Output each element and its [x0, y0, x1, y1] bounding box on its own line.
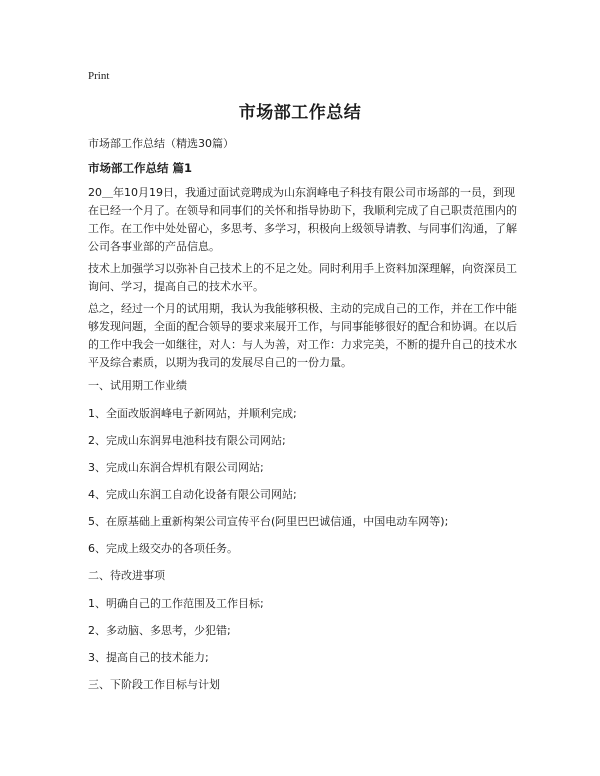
list-item: 2、多动脑、多思考，少犯错;	[88, 624, 231, 637]
paragraph-2: 技术上加强学习以弥补自己技术上的不足之处。同时利用手上资料加深理解，向资深员工询问、学习，提高自己的技术水平。	[88, 262, 517, 293]
list-item: 5、在原基础上重新构架公司宣传平台(阿里巴巴诚信通，中国电动车网等);	[88, 515, 449, 528]
heading-work-results: 一、试用期工作业绩	[88, 379, 187, 392]
paragraph-1: 20＿年10月19日，我通过面试竞聘成为山东润峰电子科技有限公司市场部的一员，到现在已经一个月了。在领导和同事们的关怀和指导协助下，我顺利完成了自己职责范围内的工作。在工作中处处留心，多思考、多学习，积极向上级领导请教、与同事们沟通，了解公司各事业部的产品信息。	[88, 186, 517, 253]
subtitle: 市场部工作总结（精选30篇）	[88, 137, 234, 150]
heading-improvements: 二、待改进事项	[88, 569, 165, 582]
list-item: 1、全面改版润峰电子新网站，并顺利完成;	[88, 407, 297, 420]
paragraph-3: 总之，经过一个月的试用期，我认为我能够积极、主动的完成自己的工作，并在工作中能够发现问题，全面的配合领导的要求来展开工作，与同事能够很好的配合和协调。在以后的工作中我会一如继往，对人：与人为善，对工作：力求完美，不断的提升自己的技术水平及综合素质，以期为我司的发展尽自己的一份力量。	[88, 302, 517, 369]
list-item: 4、完成山东润工自动化设备有限公司网站;	[88, 488, 297, 501]
section-heading: 市场部工作总结 篇1	[88, 161, 193, 175]
heading-next-plan: 三、下阶段工作目标与计划	[88, 678, 220, 691]
page-title: 市场部工作总结	[238, 103, 362, 123]
list-item: 2、完成山东润昇电池科技有限公司网站;	[88, 434, 286, 447]
list-item: 1、明确自己的工作范围及工作目标;	[88, 597, 264, 610]
print-label: Print	[88, 70, 110, 82]
list-item: 3、完成山东润合焊机有限公司网站;	[88, 461, 264, 474]
list-item: 3、提高自己的技术能力;	[88, 651, 209, 664]
list-item: 6、完成上级交办的各项任务。	[88, 542, 238, 555]
